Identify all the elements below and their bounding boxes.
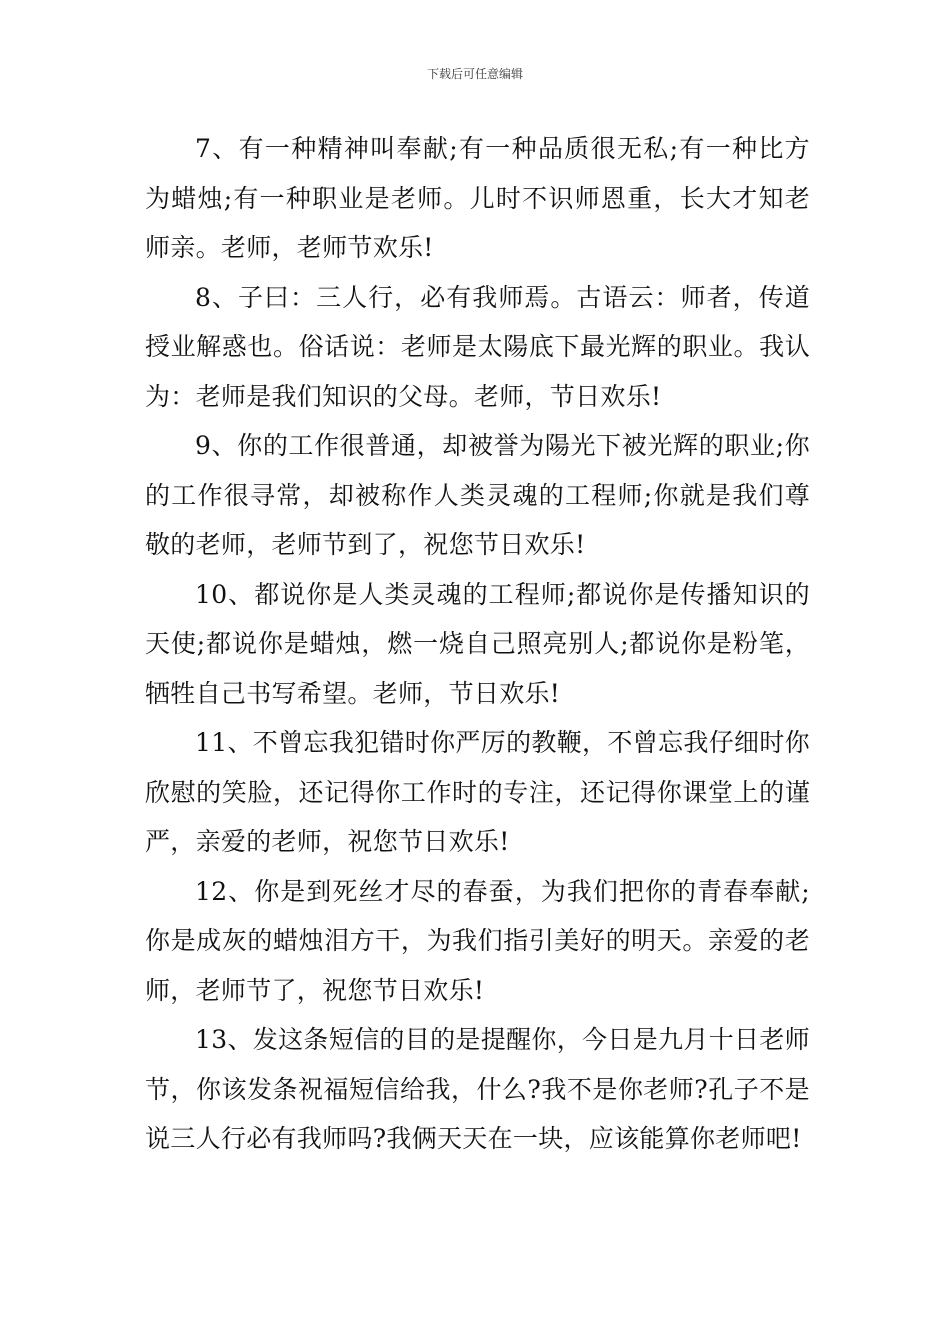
paragraph-11: 11、不曾忘我犯错时你严厉的教鞭，不曾忘我仔细时你欣慰的笑脸，还记得你工作时的专注，还记得你课堂上的谨严，亲爱的老师，祝您节日欢乐!	[145, 728, 810, 856]
paragraph-12: 12、你是到死丝才尽的春蚕，为我们把你的青春奉献;你是成灰的蜡烛泪方干，为我们指引美好的明天。亲爱的老师，老师节了，祝您节日欢乐!	[145, 876, 810, 1005]
page-header: 下载后可任意编辑	[426, 67, 523, 81]
paragraph-9: 9、你的工作很普通，却被誉为陽光下被光辉的职业;你的工作很寻常，却被称作人类灵魂的工程师;你就是我们尊敬的老师，老师节到了，祝您节日欢乐!	[145, 431, 810, 559]
document-body	[145, 124, 810, 1164]
paragraph-10: 10、都说你是人类灵魂的工程师;都说你是传播知识的天使;都说你是蜡烛，燃一烧自己照亮别人;都说你是粉笔，牺牲自己书写希望。老师，节日欢乐!	[145, 579, 810, 708]
paragraph-7: 7、有一种精神叫奉献;有一种品质很无私;有一种比方为蜡烛;有一种职业是老师。儿时不识师恩重，长大才知老师亲。老师，老师节欢乐!	[145, 134, 810, 262]
paragraph-8: 8、子曰：三人行，必有我师焉。古语云：师者，传道授业解惑也。俗话说：老师是太陽底下最光辉的职业。我认为：老师是我们知识的父母。老师，节日欢乐!	[145, 282, 810, 411]
paragraph-13: 13、发这条短信的目的是提醒你，今日是九月十日老师节，你该发条祝福短信给我，什么?我不是你老师?孔子不是说三人行必有我师吗?我俩天天在一块，应该能算你老师吧!	[145, 1025, 810, 1153]
